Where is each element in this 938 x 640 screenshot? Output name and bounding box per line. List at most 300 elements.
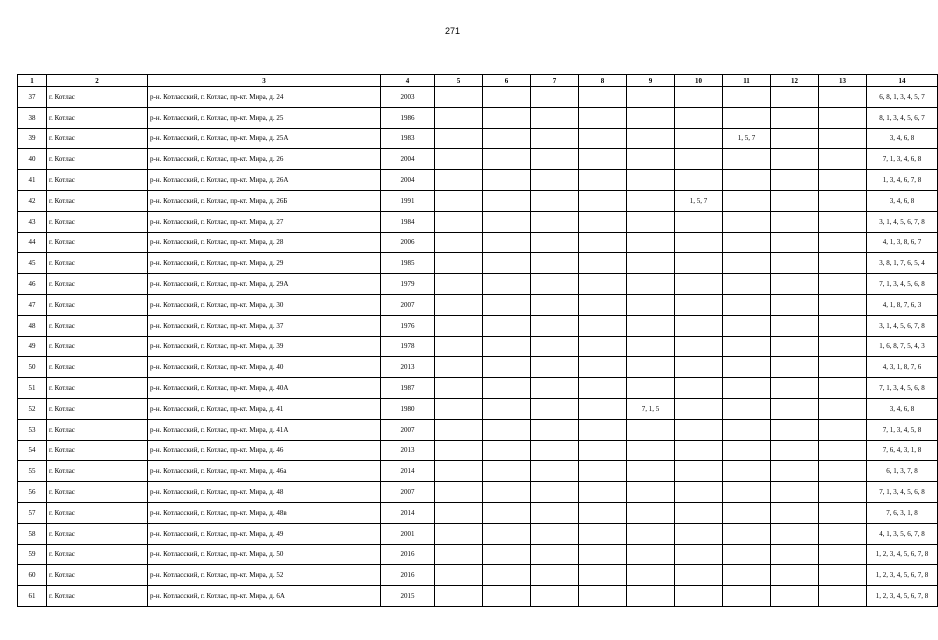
- col-9-cell: [627, 440, 675, 461]
- col-12-cell: [771, 544, 819, 565]
- col-13-cell: [819, 586, 867, 607]
- column-header-10: 10: [675, 75, 723, 87]
- table-row: [18, 87, 938, 108]
- col-14-cell: 7, 1, 3, 4, 5, 6, 8: [867, 378, 938, 399]
- year-cell: 1986: [381, 107, 435, 128]
- col-6-cell: [483, 357, 531, 378]
- col-13-cell: [819, 398, 867, 419]
- city-cell: г. Котлас: [47, 357, 148, 378]
- table-row: [18, 378, 938, 399]
- row-number-cell: 59: [18, 544, 47, 565]
- col-11-cell: [723, 211, 771, 232]
- address-cell: р-н. Котласский, г. Котлас, пр-кт. Мира, д. 26А: [148, 170, 381, 191]
- col-7-cell: [531, 357, 579, 378]
- year-cell: 2015: [381, 586, 435, 607]
- col-7-cell: [531, 253, 579, 274]
- year-cell: 1978: [381, 336, 435, 357]
- address-cell: р-н. Котласский, г. Котлас, пр-кт. Мира, д. 25: [148, 107, 381, 128]
- col-12-cell: [771, 232, 819, 253]
- col-11-cell: [723, 190, 771, 211]
- col-8-cell: [579, 253, 627, 274]
- col-13-cell: [819, 419, 867, 440]
- col-10-cell: [675, 544, 723, 565]
- address-cell: р-н. Котласский, г. Котлас, пр-кт. Мира, д. 37: [148, 315, 381, 336]
- col-9-cell: [627, 544, 675, 565]
- col-14-cell: 7, 1, 3, 4, 5, 8: [867, 419, 938, 440]
- col-6-cell: [483, 170, 531, 191]
- col-7-cell: [531, 149, 579, 170]
- col-6-cell: [483, 211, 531, 232]
- col-5-cell: [435, 544, 483, 565]
- col-9-cell: [627, 128, 675, 149]
- city-cell: г. Котлас: [47, 294, 148, 315]
- col-10-cell: [675, 523, 723, 544]
- col-7-cell: [531, 232, 579, 253]
- city-cell: г. Котлас: [47, 107, 148, 128]
- col-7-cell: [531, 170, 579, 191]
- col-12-cell: [771, 482, 819, 503]
- col-6-cell: [483, 149, 531, 170]
- col-13-cell: [819, 357, 867, 378]
- col-12-cell: [771, 461, 819, 482]
- col-8-cell: [579, 128, 627, 149]
- column-header-3: 3: [148, 75, 381, 87]
- row-number-cell: 44: [18, 232, 47, 253]
- col-14-cell: 1, 6, 8, 7, 5, 4, 3: [867, 336, 938, 357]
- col-13-cell: [819, 336, 867, 357]
- col-8-cell: [579, 461, 627, 482]
- year-cell: 2016: [381, 544, 435, 565]
- col-9-cell: [627, 461, 675, 482]
- row-number-cell: 51: [18, 378, 47, 399]
- table-row: [18, 294, 938, 315]
- year-cell: 2004: [381, 149, 435, 170]
- city-cell: г. Котлас: [47, 170, 148, 191]
- col-9-cell: [627, 190, 675, 211]
- col-10-cell: [675, 357, 723, 378]
- col-7-cell: [531, 502, 579, 523]
- col-14-cell: 7, 1, 3, 4, 6, 8: [867, 149, 938, 170]
- col-8-cell: [579, 378, 627, 399]
- col-14-cell: 3, 1, 4, 5, 6, 7, 8: [867, 211, 938, 232]
- col-5-cell: [435, 378, 483, 399]
- col-14-cell: 4, 1, 3, 5, 6, 7, 8: [867, 523, 938, 544]
- city-cell: г. Котлас: [47, 502, 148, 523]
- address-cell: р-н. Котласский, г. Котлас, пр-кт. Мира, д. 46а: [148, 461, 381, 482]
- col-5-cell: [435, 149, 483, 170]
- col-8-cell: [579, 87, 627, 108]
- col-12-cell: [771, 419, 819, 440]
- col-13-cell: [819, 274, 867, 295]
- row-number-cell: 38: [18, 107, 47, 128]
- col-10-cell: [675, 398, 723, 419]
- col-10-cell: [675, 232, 723, 253]
- col-6-cell: [483, 586, 531, 607]
- col-14-cell: 7, 6, 4, 3, 1, 8: [867, 440, 938, 461]
- col-11-cell: [723, 398, 771, 419]
- col-12-cell: [771, 336, 819, 357]
- col-5-cell: [435, 523, 483, 544]
- col-14-cell: 8, 1, 3, 4, 5, 6, 7: [867, 107, 938, 128]
- table-row: [18, 190, 938, 211]
- year-cell: 1991: [381, 190, 435, 211]
- column-header-9: 9: [627, 75, 675, 87]
- col-14-cell: 1, 2, 3, 4, 5, 6, 7, 8: [867, 586, 938, 607]
- col-13-cell: [819, 565, 867, 586]
- col-8-cell: [579, 274, 627, 295]
- table-row: [18, 315, 938, 336]
- col-7-cell: [531, 128, 579, 149]
- year-cell: 2003: [381, 87, 435, 108]
- address-cell: р-н. Котласский, г. Котлас, пр-кт. Мира, д. 28: [148, 232, 381, 253]
- city-cell: г. Котлас: [47, 315, 148, 336]
- year-cell: 2016: [381, 565, 435, 586]
- address-cell: р-н. Котласский, г. Котлас, пр-кт. Мира, д. 41А: [148, 419, 381, 440]
- row-number-cell: 57: [18, 502, 47, 523]
- col-6-cell: [483, 378, 531, 399]
- address-cell: р-н. Котласский, г. Котлас, пр-кт. Мира, д. 39: [148, 336, 381, 357]
- col-6-cell: [483, 440, 531, 461]
- col-11-cell: [723, 378, 771, 399]
- address-cell: р-н. Котласский, г. Котлас, пр-кт. Мира, д. 30: [148, 294, 381, 315]
- col-10-cell: [675, 565, 723, 586]
- col-6-cell: [483, 336, 531, 357]
- address-cell: р-н. Котласский, г. Котлас, пр-кт. Мира, д. 48в: [148, 502, 381, 523]
- col-12-cell: [771, 378, 819, 399]
- year-cell: 1985: [381, 253, 435, 274]
- row-number-cell: 60: [18, 565, 47, 586]
- city-cell: г. Котлас: [47, 128, 148, 149]
- col-10-cell: [675, 315, 723, 336]
- year-cell: 2001: [381, 523, 435, 544]
- col-6-cell: [483, 523, 531, 544]
- col-11-cell: [723, 336, 771, 357]
- col-7-cell: [531, 87, 579, 108]
- col-13-cell: [819, 502, 867, 523]
- address-cell: р-н. Котласский, г. Котлас, пр-кт. Мира, д. 41: [148, 398, 381, 419]
- col-8-cell: [579, 107, 627, 128]
- col-14-cell: 7, 1, 3, 4, 5, 6, 8: [867, 274, 938, 295]
- col-8-cell: [579, 294, 627, 315]
- col-13-cell: [819, 190, 867, 211]
- year-cell: 1983: [381, 128, 435, 149]
- col-9-cell: [627, 502, 675, 523]
- table-row: [18, 565, 938, 586]
- col-5-cell: [435, 482, 483, 503]
- col-11-cell: [723, 149, 771, 170]
- col-8-cell: [579, 149, 627, 170]
- col-13-cell: [819, 461, 867, 482]
- table-row: [18, 482, 938, 503]
- col-6-cell: [483, 565, 531, 586]
- col-8-cell: [579, 440, 627, 461]
- col-7-cell: [531, 274, 579, 295]
- col-12-cell: [771, 523, 819, 544]
- col-5-cell: [435, 190, 483, 211]
- col-5-cell: [435, 419, 483, 440]
- col-6-cell: [483, 315, 531, 336]
- col-12-cell: [771, 211, 819, 232]
- col-14-cell: 3, 4, 6, 8: [867, 398, 938, 419]
- row-number-cell: 43: [18, 211, 47, 232]
- row-number-cell: 48: [18, 315, 47, 336]
- col-8-cell: [579, 357, 627, 378]
- year-cell: 1987: [381, 378, 435, 399]
- col-5-cell: [435, 315, 483, 336]
- col-10-cell: [675, 87, 723, 108]
- col-12-cell: [771, 253, 819, 274]
- col-11-cell: [723, 170, 771, 191]
- column-header-12: 12: [771, 75, 819, 87]
- col-10-cell: [675, 440, 723, 461]
- city-cell: г. Котлас: [47, 378, 148, 399]
- city-cell: г. Котлас: [47, 87, 148, 108]
- column-header-5: 5: [435, 75, 483, 87]
- col-14-cell: 7, 1, 3, 4, 5, 6, 8: [867, 482, 938, 503]
- table-row: [18, 398, 938, 419]
- col-8-cell: [579, 232, 627, 253]
- col-9-cell: [627, 107, 675, 128]
- col-12-cell: [771, 190, 819, 211]
- col-5-cell: [435, 107, 483, 128]
- row-number-cell: 37: [18, 87, 47, 108]
- col-11-cell: [723, 419, 771, 440]
- year-cell: 2013: [381, 440, 435, 461]
- column-header-4: 4: [381, 75, 435, 87]
- col-9-cell: [627, 294, 675, 315]
- row-number-cell: 40: [18, 149, 47, 170]
- col-12-cell: [771, 170, 819, 191]
- col-10-cell: [675, 419, 723, 440]
- row-number-cell: 41: [18, 170, 47, 191]
- table-row: [18, 211, 938, 232]
- col-12-cell: [771, 149, 819, 170]
- address-cell: р-н. Котласский, г. Котлас, пр-кт. Мира, д. 52: [148, 565, 381, 586]
- table-row: [18, 149, 938, 170]
- col-8-cell: [579, 170, 627, 191]
- col-5-cell: [435, 398, 483, 419]
- col-5-cell: [435, 211, 483, 232]
- col-7-cell: [531, 565, 579, 586]
- address-cell: р-н. Котласский, г. Котлас, пр-кт. Мира, д. 6А: [148, 586, 381, 607]
- col-14-cell: 3, 1, 4, 5, 6, 7, 8: [867, 315, 938, 336]
- table-header-row: [18, 75, 938, 87]
- col-7-cell: [531, 523, 579, 544]
- year-cell: 2014: [381, 502, 435, 523]
- col-11-cell: [723, 565, 771, 586]
- column-header-7: 7: [531, 75, 579, 87]
- table-row: [18, 461, 938, 482]
- col-9-cell: [627, 274, 675, 295]
- col-14-cell: 3, 8, 1, 7, 6, 5, 4: [867, 253, 938, 274]
- year-cell: 2014: [381, 461, 435, 482]
- col-6-cell: [483, 502, 531, 523]
- column-header-8: 8: [579, 75, 627, 87]
- col-14-cell: 4, 1, 3, 8, 6, 7: [867, 232, 938, 253]
- col-9-cell: [627, 336, 675, 357]
- col-7-cell: [531, 294, 579, 315]
- col-11-cell: [723, 253, 771, 274]
- col-6-cell: [483, 461, 531, 482]
- col-10-cell: [675, 253, 723, 274]
- row-number-cell: 45: [18, 253, 47, 274]
- col-9-cell: [627, 315, 675, 336]
- table-row: [18, 128, 938, 149]
- col-13-cell: [819, 149, 867, 170]
- col-9-cell: [627, 149, 675, 170]
- year-cell: 2004: [381, 170, 435, 191]
- city-cell: г. Котлас: [47, 482, 148, 503]
- col-9-cell: [627, 523, 675, 544]
- city-cell: г. Котлас: [47, 544, 148, 565]
- city-cell: г. Котлас: [47, 232, 148, 253]
- col-7-cell: [531, 398, 579, 419]
- col-11-cell: [723, 440, 771, 461]
- row-number-cell: 54: [18, 440, 47, 461]
- table-body: [18, 87, 938, 607]
- city-cell: г. Котлас: [47, 419, 148, 440]
- col-8-cell: [579, 565, 627, 586]
- row-number-cell: 49: [18, 336, 47, 357]
- col-8-cell: [579, 586, 627, 607]
- table-row: [18, 586, 938, 607]
- col-10-cell: 1, 5, 7: [675, 190, 723, 211]
- year-cell: 1979: [381, 274, 435, 295]
- col-10-cell: [675, 378, 723, 399]
- col-8-cell: [579, 190, 627, 211]
- col-9-cell: [627, 357, 675, 378]
- year-cell: 2007: [381, 419, 435, 440]
- col-11-cell: [723, 357, 771, 378]
- column-header-11: 11: [723, 75, 771, 87]
- col-13-cell: [819, 107, 867, 128]
- row-number-cell: 47: [18, 294, 47, 315]
- row-number-cell: 55: [18, 461, 47, 482]
- table-row: [18, 357, 938, 378]
- col-7-cell: [531, 190, 579, 211]
- row-number-cell: 46: [18, 274, 47, 295]
- col-13-cell: [819, 211, 867, 232]
- col-5-cell: [435, 357, 483, 378]
- col-12-cell: [771, 357, 819, 378]
- row-number-cell: 52: [18, 398, 47, 419]
- table-row: [18, 274, 938, 295]
- col-11-cell: [723, 502, 771, 523]
- col-12-cell: [771, 128, 819, 149]
- col-9-cell: 7, 1, 5: [627, 398, 675, 419]
- row-number-cell: 53: [18, 419, 47, 440]
- col-11-cell: [723, 87, 771, 108]
- col-10-cell: [675, 211, 723, 232]
- col-11-cell: [723, 482, 771, 503]
- col-10-cell: [675, 482, 723, 503]
- col-10-cell: [675, 502, 723, 523]
- col-10-cell: [675, 461, 723, 482]
- col-12-cell: [771, 274, 819, 295]
- col-8-cell: [579, 211, 627, 232]
- col-7-cell: [531, 461, 579, 482]
- col-13-cell: [819, 440, 867, 461]
- col-14-cell: 4, 3, 1, 8, 7, 6: [867, 357, 938, 378]
- col-10-cell: [675, 586, 723, 607]
- col-13-cell: [819, 294, 867, 315]
- col-8-cell: [579, 315, 627, 336]
- col-10-cell: [675, 170, 723, 191]
- col-13-cell: [819, 315, 867, 336]
- col-5-cell: [435, 294, 483, 315]
- table-row: [18, 544, 938, 565]
- col-14-cell: 3, 4, 6, 8: [867, 190, 938, 211]
- year-cell: 1980: [381, 398, 435, 419]
- city-cell: г. Котлас: [47, 336, 148, 357]
- col-14-cell: 3, 4, 6, 8: [867, 128, 938, 149]
- col-12-cell: [771, 294, 819, 315]
- city-cell: г. Котлас: [47, 149, 148, 170]
- col-7-cell: [531, 211, 579, 232]
- col-7-cell: [531, 586, 579, 607]
- col-7-cell: [531, 419, 579, 440]
- col-11-cell: [723, 294, 771, 315]
- city-cell: г. Котлас: [47, 274, 148, 295]
- col-6-cell: [483, 87, 531, 108]
- column-header-6: 6: [483, 75, 531, 87]
- address-cell: р-н. Котласский, г. Котлас, пр-кт. Мира, д. 48: [148, 482, 381, 503]
- year-cell: 2007: [381, 294, 435, 315]
- address-cell: р-н. Котласский, г. Котлас, пр-кт. Мира, д. 40А: [148, 378, 381, 399]
- col-9-cell: [627, 232, 675, 253]
- col-6-cell: [483, 128, 531, 149]
- address-cell: р-н. Котласский, г. Котлас, пр-кт. Мира, д. 50: [148, 544, 381, 565]
- column-header-14: 14: [867, 75, 938, 87]
- col-8-cell: [579, 398, 627, 419]
- col-14-cell: 6, 1, 3, 7, 8: [867, 461, 938, 482]
- col-6-cell: [483, 482, 531, 503]
- table-row: [18, 523, 938, 544]
- col-12-cell: [771, 586, 819, 607]
- col-11-cell: [723, 544, 771, 565]
- col-13-cell: [819, 482, 867, 503]
- col-14-cell: 4, 1, 8, 7, 6, 3: [867, 294, 938, 315]
- col-12-cell: [771, 440, 819, 461]
- col-12-cell: [771, 107, 819, 128]
- col-6-cell: [483, 294, 531, 315]
- col-5-cell: [435, 440, 483, 461]
- row-number-cell: 56: [18, 482, 47, 503]
- col-7-cell: [531, 107, 579, 128]
- col-8-cell: [579, 336, 627, 357]
- col-10-cell: [675, 149, 723, 170]
- col-8-cell: [579, 523, 627, 544]
- col-6-cell: [483, 190, 531, 211]
- row-number-cell: 42: [18, 190, 47, 211]
- col-13-cell: [819, 253, 867, 274]
- address-cell: р-н. Котласский, г. Котлас, пр-кт. Мира, д. 24: [148, 87, 381, 108]
- city-cell: г. Котлас: [47, 565, 148, 586]
- row-number-cell: 39: [18, 128, 47, 149]
- col-9-cell: [627, 87, 675, 108]
- row-number-cell: 61: [18, 586, 47, 607]
- year-cell: 2007: [381, 482, 435, 503]
- address-cell: р-н. Котласский, г. Котлас, пр-кт. Мира, д. 29А: [148, 274, 381, 295]
- col-11-cell: [723, 107, 771, 128]
- year-cell: 2013: [381, 357, 435, 378]
- col-12-cell: [771, 315, 819, 336]
- year-cell: 1984: [381, 211, 435, 232]
- register-table: [17, 74, 938, 607]
- col-13-cell: [819, 544, 867, 565]
- address-cell: р-н. Котласский, г. Котлас, пр-кт. Мира, д. 26: [148, 149, 381, 170]
- col-11-cell: [723, 461, 771, 482]
